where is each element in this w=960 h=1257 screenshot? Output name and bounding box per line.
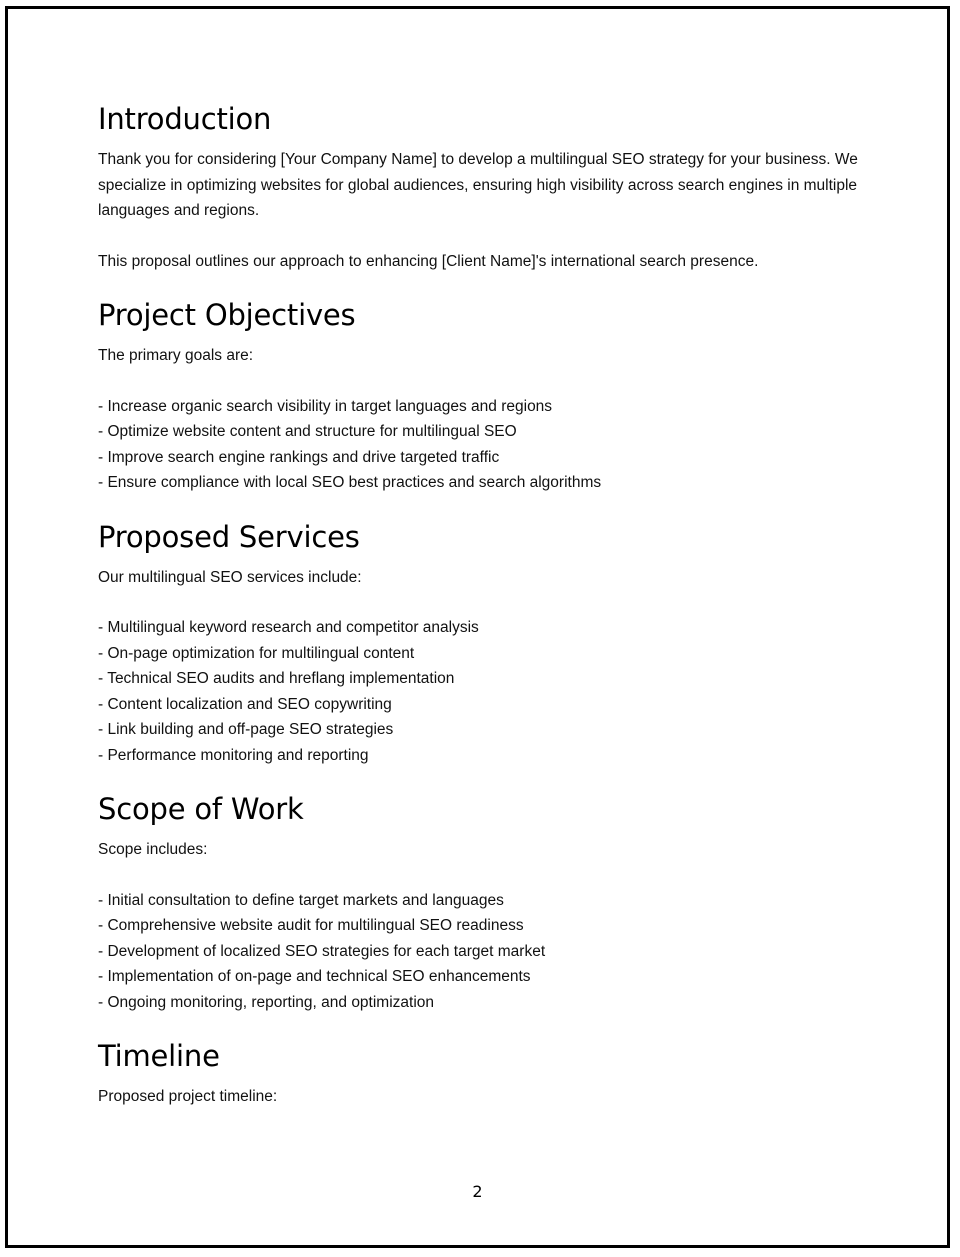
list-item: - Multilingual keyword research and competitor analysis xyxy=(98,619,479,636)
section-introduction xyxy=(98,102,878,274)
list-item: - Initial consultation to define target markets and languages xyxy=(98,891,504,909)
section-heading: Introduction xyxy=(98,102,272,136)
section-intro: Scope includes: xyxy=(98,841,208,858)
list-item: - Ensure compliance with local SEO best practices and search algorithms xyxy=(98,474,602,491)
services-list xyxy=(98,615,878,768)
section-timeline xyxy=(98,1039,878,1110)
objectives-list xyxy=(98,394,878,496)
list-item: - Technical SEO audits and hreflang implementation xyxy=(98,670,455,687)
section-intro: The primary goals are: xyxy=(98,347,254,364)
page-number: 2 xyxy=(472,1182,483,1201)
list-item: - Improve search engine rankings and drive targeted traffic xyxy=(98,448,500,466)
list-item: - Increase organic search visibility in target languages and regions xyxy=(98,397,553,415)
list-item: - Development of localized SEO strategies for each target market xyxy=(98,942,546,960)
section-scope-of-work xyxy=(98,792,878,1015)
document-page xyxy=(5,6,950,1248)
document-body xyxy=(98,102,878,1110)
list-item: - Comprehensive website audit for multilingual SEO readiness xyxy=(98,917,524,934)
section-heading: Proposed Services xyxy=(98,519,360,554)
section-heading: Project Objectives xyxy=(98,298,356,332)
section-proposed-services xyxy=(98,519,878,769)
section-heading: Scope of Work xyxy=(98,792,304,826)
list-item: - Ongoing monitoring, reporting, and optimization xyxy=(98,993,435,1011)
list-item: - Implementation of on-page and technical SEO enhancements xyxy=(98,968,531,985)
list-item: - Performance monitoring and reporting xyxy=(98,746,369,764)
list-item: - Content localization and SEO copywriting xyxy=(98,695,392,713)
section-project-objectives xyxy=(98,298,878,496)
scope-list xyxy=(98,888,878,1016)
list-item: - Link building and off-page SEO strategies xyxy=(98,721,394,738)
paragraph: This proposal outlines our approach to enhancing [Client Name]'s international search presence. xyxy=(98,252,759,270)
section-intro: Proposed project timeline: xyxy=(98,1088,278,1105)
paragraph: Thank you for considering [Your Company Name] to develop a multilingual SEO strategy for your business. We specialize in optimizing websites for global audiences, ensuring high visibility across search engines in multiple languages and regions. xyxy=(98,151,858,219)
section-intro: Our multilingual SEO services include: xyxy=(98,568,362,586)
list-item: - Optimize website content and structure for multilingual SEO xyxy=(98,423,517,440)
list-item: - On-page optimization for multilingual content xyxy=(98,644,415,662)
section-heading: Timeline xyxy=(98,1039,220,1073)
